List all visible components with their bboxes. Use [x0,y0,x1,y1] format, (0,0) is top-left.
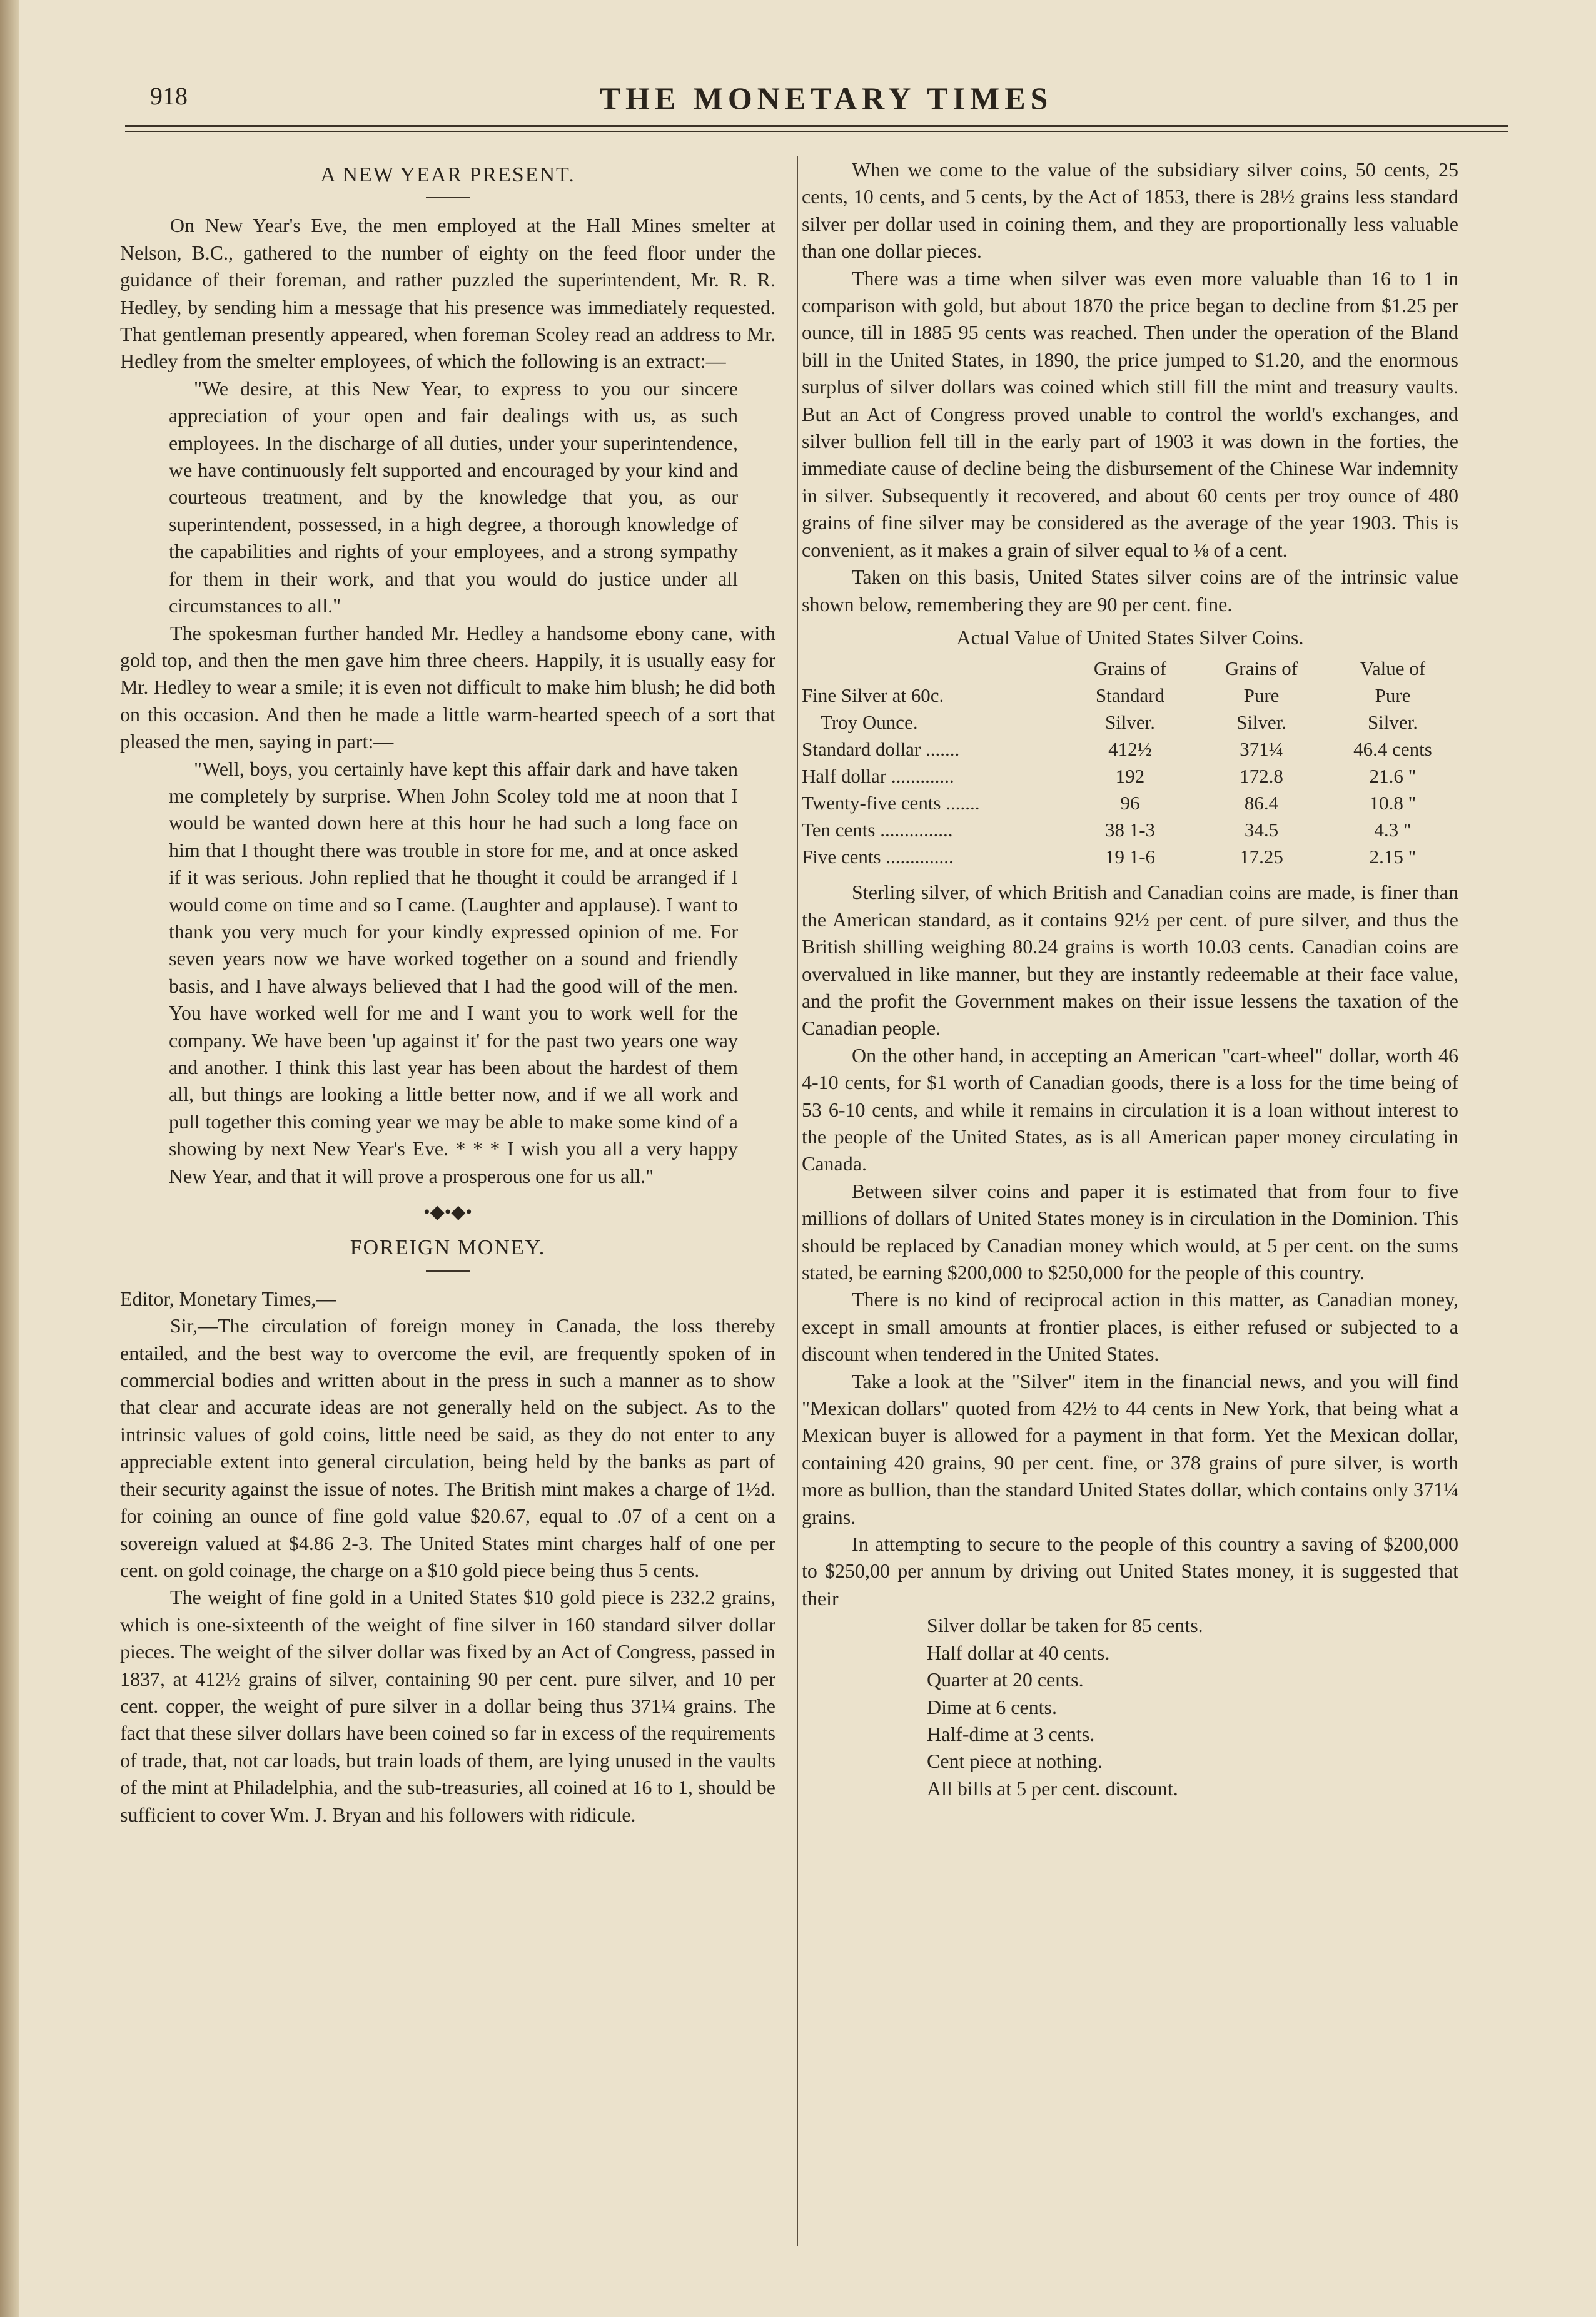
table-cell: 172.8 [1240,765,1283,788]
table-header-cell: Pure [1243,684,1280,707]
page-header [144,75,1508,125]
block-quote [169,375,738,620]
table-header-cell: Fine Silver at 60c. [802,684,944,707]
list-item: Quarter at 20 cents. [927,1668,1084,1691]
list-item: Cent piece at nothing. [927,1750,1103,1773]
right-column [802,156,1458,1802]
rate-list [927,1612,1458,1802]
table-cell: 96 [1120,792,1140,814]
table-cell: Ten cents ............... [802,819,953,841]
table-row [802,843,1458,870]
paragraph: There was a time when silver was even more valuable than 16 to 1 in comparison with gold, but about 1870 the price began to decline from $1.25 per ounce, till in 1885 95 cents was reached. Then under the operation of the Bland bill in the United States, in 1890, the price jumped to $1.20, and the enormous surplus of silver dollars was coined which still fill the mint and treasury vaults. But an Act of Congress proved unable to control the world's exchanges, and silver bullion fell till in the early part of 1903 it was down in the forties, the immediate cause of decline being the disbursement of the Chinese War indemnity in silver. Subsequently it recovered, and about 60 cents per troy ounce of 480 grains of fine silver may be considered as the average of the year 1903. This is convenient, as it makes a grain of silver equal to ⅛ of a cent. [802,266,1458,561]
paragraph: On the other hand, in accepting an American "cart-wheel" dollar, worth 46 4-10 cents, for $1 worth of Canadian goods, there is a loss for the time being of 53 6-10 cents, and while it remains in circulation it is a loan without interest to the people of the United States, as is all American paper money circulating in Canada. [802,1043,1458,1175]
quote-text: "We desire, at this New Year, to express to you our sincere appreciation of your open and fair dealings with us, as such employees. In the discharge of all duties, under your superintendence, we have continuously felt supported and encouraged by your kind and courteous treatment, and by the knowledge that you, as our superintendent, possessed, in a high degree, a thorough knowledge of the capabilities and rights of your employees, and a strong sympathy for them in their work, and that you would do justice under all circumstances to all." [169,377,738,617]
table-cell: 10.8 " [1369,792,1417,814]
table-cell: 192 [1115,765,1145,788]
paragraph: There is no kind of reciprocal action in this matter, as Canadian money, except in small amounts at frontier places, is either refused or subjected to a discount when tendered in the United States. [802,1288,1458,1366]
table-caption: Actual Value of United States Silver Coins. [956,626,1304,649]
paragraph: Take a look at the "Silver" item in the financial news, and you will find "Mexican dollars" quoted from 42½ to 44 cents in New York, that being what a Mexican buyer is allowed for a payment in that form. Yet the Mexican dollar, containing 420 grains, 90 per cent. fine, or 378 grains of pure silver, is worth more as bullion, than the standard United States dollar, which contains only 371¼ grains. [802,1369,1458,1528]
paragraph: Sterling silver, of which British and Canadian coins are made, is finer than the American standard, as it contains 92½ per cent. of pure silver, and thus the British shilling weighing 80.24 grains is worth 10.03 cents. Canadian coins are overvalued in like manner, but they are instantly redeemable at their face value, and the profit the Government makes on their issue lessens the taxation of the Canadian people. [802,881,1458,1040]
salutation: Editor, Monetary Times,— [120,1287,336,1310]
paragraph: The weight of fine gold in a United States $10 gold piece is 232.2 grains, which is one-sixteenth of the weight of fine silver in 160 standard silver dollar pieces. The weight of the silver dollar was fixed by an Act of Congress, passed in 1837, at 412½ grains of silver, containing 90 per cent. pure silver, and 10 per cent. copper, the weight of pure silver in a dollar being thus 371¼ grains. The fact that these silver dollars have been coined so far in excess of the requirements of trade, that, not car loads, but train loads of them, are lying unused in the vaults of the mint at Philadelphia, and the sub-treasuries, all coined at 16 to 1, should be sufficient to cover Wm. J. Bryan and his followers with ridicule. [120,1586,775,1826]
masthead-title: THE MONETARY TIMES [599,81,1053,116]
table-cell: Half dollar ............. [802,765,954,788]
table-header-cell [802,655,1064,682]
page-number: 918 [150,82,188,110]
paragraph: Sir,—The circulation of foreign money in Canada, the loss thereby entailed, and the best way to overcome the evil, are frequently spoken of in commercial bodies and written about in the press in such a manner as to show that clear and accurate ideas are not generally held on the subject. As to the intrinsic values of gold coins, little need be said, as they do not enter to any appreciable extent into general circulation, being held by the banks as part of their security against the issue of notes. The British mint makes a charge of 1½d. for coining an ounce of fine gold value $20.67, equal to .07 of a cent on a sovereign valued at $4.86 2-3. The United States mint charges half of one per cent. on gold coinage, the charge on a $10 gold piece being thus 5 cents. [120,1314,775,1581]
table-cell: 17.25 [1240,846,1283,868]
table-cell: 2.15 " [1369,846,1417,868]
table-header-cell: Grains of [1093,657,1167,680]
table-cell: 38 1-3 [1104,819,1156,841]
paragraph: Between silver coins and paper it is estimated that from four to five millions of dollars of United States money is in circulation in the Dominion. This should be replaced by Canadian money which would, at 5 per cent. on the sums stated, be earning $200,000 to $250,000 for the people of this country. [802,1179,1458,1284]
table-header-cell: Troy Ounce. [821,711,918,734]
table-row [802,789,1458,816]
table-row [802,763,1458,789]
table-header-row [802,682,1458,709]
table-cell: Standard dollar ....... [802,738,960,761]
list-item: Silver dollar be taken for 85 cents. [927,1614,1203,1637]
paragraph: When we come to the value of the subsidiary silver coins, 50 cents, 25 cents, 10 cents, and 5 cents, by the Act of 1853, there is 28½ grains less standard silver per dollar used in coining them, and they are proportionally less valuable than one dollar pieces. [802,158,1458,263]
table-cell: 21.6 " [1369,765,1417,788]
paragraph: The spokesman further handed Mr. Hedley a handsome ebony cane, with gold top, and then the men gave him three cheers. Happily, it is usually easy for Mr. Hedley to wear a smile; it is even not difficult to make him blush; he did both on this occasion. And then he made a little warm-hearted speech of a sort that pleased the men, saying in part:— [120,621,775,753]
table-header-cell: Value of [1360,657,1426,680]
table-cell: 19 1-6 [1104,846,1156,868]
table-row [802,816,1458,843]
list-item: Half dollar at 40 cents. [927,1641,1110,1664]
table-row [802,736,1458,763]
table-cell: Five cents .............. [802,846,954,868]
list-item: Half-dime at 3 cents. [927,1722,1095,1745]
table-header-row [802,655,1458,682]
article-title-foreign-money: FOREIGN MONEY. [350,1236,546,1260]
list-item: Dime at 6 cents. [927,1695,1057,1718]
table-header-cell: Standard [1095,684,1165,707]
table-cell: 371¼ [1240,738,1283,761]
article-title-new-year: A NEW YEAR PRESENT. [320,163,575,186]
block-quote [169,756,738,1190]
table-cell: Twenty-five cents ....... [802,792,980,814]
left-column [120,156,775,1828]
title-rule [426,1270,470,1272]
table-cell: 4.3 " [1374,819,1412,841]
table-header-cell: Silver. [1104,711,1156,734]
table-header-cell: Grains of [1225,657,1298,680]
table-header-cell: Silver. [1367,711,1418,734]
title-rule [426,197,470,198]
paragraph: In attempting to secure to the people of this country a saving of $200,000 to $250,00 per annum by driving out United States money, it is suggested that their [802,1533,1458,1610]
list-item: All bills at 5 per cent. discount. [927,1777,1178,1800]
paragraph: On New Year's Eve, the men employed at the Hall Mines smelter at Nelson, B.C., gathered to the number of eighty on the feed floor under the guidance of their foreman, and rather puzzled the superintendent, Mr. R. R. Hedley, by sending him a message that his presence was immediately requested. That gentleman presently appeared, when foreman Scoley read an address to Mr. Hedley from the smelter employees, of which the following is an extract:— [120,214,775,373]
header-rule [125,125,1508,127]
table-header-cell: Pure [1375,684,1411,707]
table-cell: 412½ [1108,738,1152,761]
ornament-divider: •◆•◆• [423,1202,472,1223]
table-header-cell: Silver. [1236,711,1287,734]
silver-coin-table [802,655,1458,870]
table-header-row [802,709,1458,736]
quote-text: "Well, boys, you certainly have kept this affair dark and have taken me completely by surprise. When John Scoley told me at noon that I would be wanted down here at this hour he had such a long face on him that I thought there was trouble in store for me, and at once asked if it was serious. John replied that he thought it could be arranged if I would come on time and so I came. (Laughter and applause). I want to thank you very much for your kindly expressed opinion of me. For seven years now we have worked together on a sound and friendly basis, and I have always believed that I had the good will of the men. You have worked well for me and I want you to work well for the company. We have been 'up against it' for the past two years one way and another. I think this last year has been about the hardest of them all, but things are looking a little better now, and if we all work and pull together this coming year we may be able to make some kind of a showing by next New Year's Eve. * * * I wish you all a very happy New Year, and that it will prove a prosperous one for us all." [169,757,738,1187]
page-edge [0,0,19,2317]
table-cell: 34.5 [1244,819,1279,841]
column-divider [797,156,798,2246]
table-cell: 46.4 cents [1353,738,1432,761]
header-rule-thin [125,131,1508,132]
table-cell: 86.4 [1244,792,1279,814]
paragraph: Taken on this basis, United States silver coins are of the intrinsic value shown below, remembering they are 90 per cent. fine. [802,565,1458,616]
